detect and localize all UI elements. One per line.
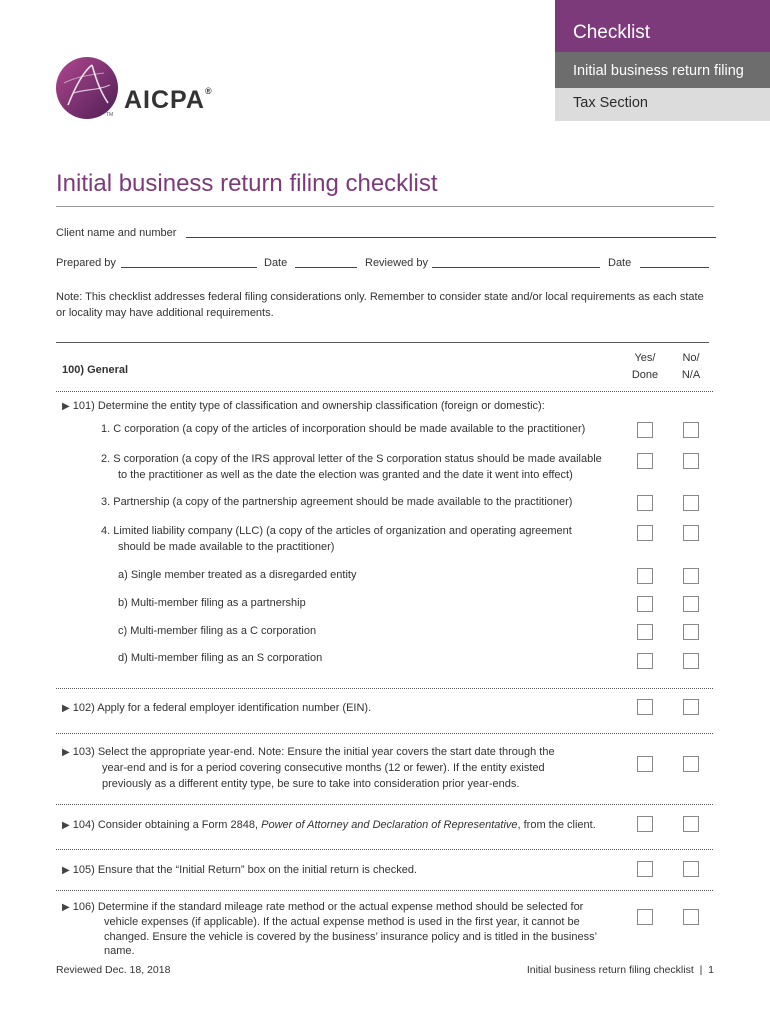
reviewed-label: Reviewed by: [365, 257, 428, 269]
checkbox-no-101-3[interactable]: [683, 495, 699, 511]
column-no-na: [671, 350, 711, 384]
logo-text: AICPA®: [124, 86, 213, 114]
date2-line-field[interactable]: [640, 257, 709, 268]
item-arrow-icon: ▶: [62, 820, 70, 831]
item-101-4b: b) Multi-member filing as a partnership: [118, 597, 306, 609]
dotted-divider: [56, 890, 713, 891]
checkbox-yes-101-4b[interactable]: [637, 596, 653, 612]
reviewed-line-field[interactable]: [432, 257, 600, 268]
item-103-line2: year-end and is for a period covering consecutive months (12 or fewer). If the entity existed: [102, 762, 545, 774]
checkbox-no-101-2[interactable]: [683, 453, 699, 469]
item-102: [62, 700, 371, 717]
note-text: Note: This checklist addresses federal filing considerations only. Remember to consider state and/or local requirements as each state or locality may have additional requirements.: [56, 291, 704, 319]
item-104-text-end: , from the client.: [517, 819, 596, 831]
item-106-line3: changed. Ensure the vehicle is covered by the business’ insurance policy and is titled in the business’: [104, 931, 598, 943]
item-103-line3: previously as a different entity type, be sure to take into consideration prior year-ends.: [102, 778, 520, 790]
checkbox-yes-102[interactable]: [637, 699, 653, 715]
column-no-label: No/: [682, 352, 700, 364]
checkbox-yes-105[interactable]: [637, 861, 653, 877]
dotted-divider: [56, 391, 713, 392]
item-101-4a: a) Single member treated as a disregarded entity: [118, 569, 357, 581]
logo-tm: TM: [106, 112, 114, 118]
item-101-4-line2: should be made available to the practitioner): [118, 541, 335, 553]
item-101: [62, 398, 545, 415]
checkbox-no-104[interactable]: [683, 816, 699, 832]
column-done-label: Done: [631, 369, 659, 381]
checkbox-no-106[interactable]: [683, 909, 699, 925]
item-arrow-icon: ▶: [62, 401, 70, 412]
footer-page-label: Initial business return filing checklist | 1: [526, 964, 714, 976]
item-101-2-line2: to the practitioner as well as the date the election was granted and the date it went into effect): [118, 469, 573, 481]
prepared-line-field[interactable]: [121, 257, 257, 268]
checkbox-no-103[interactable]: [683, 756, 699, 772]
checkbox-yes-101-4a[interactable]: [637, 568, 653, 584]
item-106-line4: name.: [104, 945, 135, 957]
dotted-divider: [56, 804, 713, 805]
checkbox-no-101-4c[interactable]: [683, 624, 699, 640]
checkbox-yes-101-1[interactable]: [637, 422, 653, 438]
item-103-text: 103) Select the appropriate year-end. Note: Ensure the initial year covers the start date through the: [72, 746, 555, 758]
item-101-4d: d) Multi-member filing as an S corporation: [118, 652, 323, 664]
checkbox-no-101-4d[interactable]: [683, 653, 699, 669]
page-title: Initial business return filing checklist: [56, 170, 438, 197]
checkbox-no-101-4b[interactable]: [683, 596, 699, 612]
section-divider: [56, 342, 709, 343]
checkbox-no-105[interactable]: [683, 861, 699, 877]
header-section: Tax Section: [573, 95, 648, 111]
item-106-line2: vehicle expenses (if applicable). If the actual expense method is used in the first year, it cannot be: [104, 916, 580, 928]
checkbox-no-102[interactable]: [683, 699, 699, 715]
item-101-3: 3. Partnership (a copy of the partnership agreement should be made available to the practitioner): [101, 496, 573, 508]
item-105-text: 105) Ensure that the “Initial Return” box on the initial return is checked.: [72, 864, 418, 876]
checkbox-yes-101-4[interactable]: [637, 525, 653, 541]
column-na-label: N/A: [681, 369, 701, 381]
dotted-divider: [56, 733, 713, 734]
date1-label: Date: [264, 257, 288, 269]
checkbox-no-101-4[interactable]: [683, 525, 699, 541]
item-101-4-line1: 4. Limited liability company (LLC) (a copy of the articles of organization and operating agreement: [101, 525, 572, 537]
item-104-text: 104) Consider obtaining a Form 2848,: [72, 819, 262, 831]
column-yes-label: Yes/: [634, 352, 656, 364]
title-divider: [56, 206, 714, 207]
checkbox-yes-101-2[interactable]: [637, 453, 653, 469]
checkbox-no-101-1[interactable]: [683, 422, 699, 438]
item-101-text: 101) Determine the entity type of classification and ownership classification (foreign or domestic):: [72, 400, 545, 412]
dotted-divider: [56, 849, 713, 850]
header-title: Checklist: [573, 22, 651, 43]
item-103-line1: [62, 744, 555, 761]
prepared-label: Prepared by: [56, 257, 116, 269]
item-101-2-line1: 2. S corporation (a copy of the IRS approval letter of the S corporation status should be made available: [101, 453, 602, 465]
item-105: [62, 862, 417, 879]
item-106-text: 106) Determine if the standard mileage rate method or the actual expense method should be selected for: [72, 901, 584, 913]
section-title: 100) General: [62, 364, 129, 376]
checkbox-yes-101-4c[interactable]: [637, 624, 653, 640]
item-arrow-icon: ▶: [62, 902, 70, 913]
date1-line-field[interactable]: [295, 257, 357, 268]
item-arrow-icon: ▶: [62, 703, 70, 714]
item-arrow-icon: ▶: [62, 865, 70, 876]
date2-label: Date: [608, 257, 632, 269]
header-subtitle: Initial business return filing: [573, 63, 744, 79]
client-line-field[interactable]: [186, 227, 716, 238]
item-101-4c: c) Multi-member filing as a C corporation: [118, 625, 317, 637]
checkbox-no-101-4a[interactable]: [683, 568, 699, 584]
footer-reviewed-date: Reviewed Dec. 18, 2018: [56, 964, 171, 976]
checkbox-yes-101-3[interactable]: [637, 495, 653, 511]
checkbox-yes-106[interactable]: [637, 909, 653, 925]
checkbox-yes-103[interactable]: [637, 756, 653, 772]
item-104: [62, 817, 596, 834]
item-101-1: 1. C corporation (a copy of the articles of incorporation should be made available to the practitioner): [101, 423, 586, 435]
column-yes-done: [625, 350, 665, 384]
checkbox-yes-101-4d[interactable]: [637, 653, 653, 669]
checkbox-yes-104[interactable]: [637, 816, 653, 832]
item-104-form-title: Power of Attorney and Declaration of Representative: [261, 819, 518, 831]
client-label: Client name and number: [56, 227, 177, 239]
dotted-divider: [56, 688, 713, 689]
item-arrow-icon: ▶: [62, 747, 70, 758]
item-102-text: 102) Apply for a federal employer identification number (EIN).: [72, 702, 372, 714]
